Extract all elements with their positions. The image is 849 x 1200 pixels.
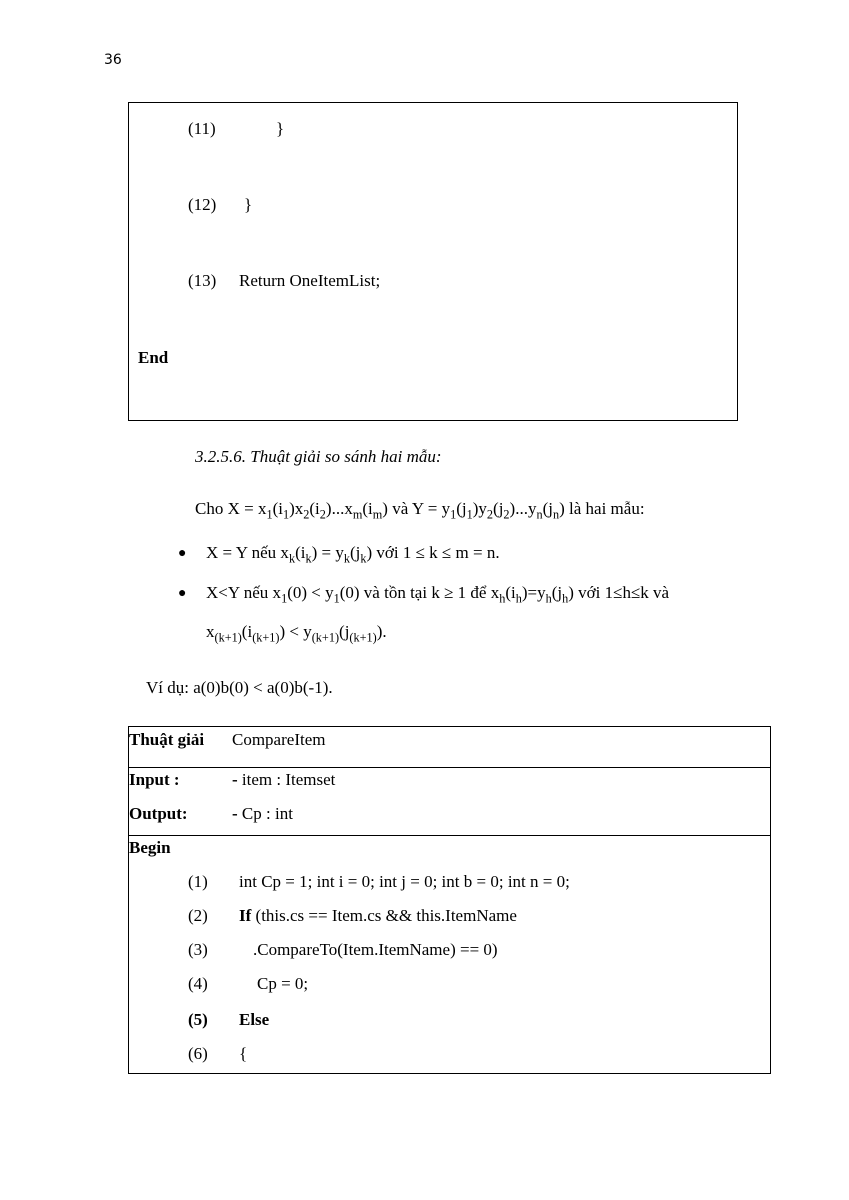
output-value: - Cp : int [232,804,293,823]
line-number: (1) [188,872,208,891]
output-label: Output: [129,804,188,823]
code-line: .CompareTo(Item.ItemName) == 0) [253,940,498,959]
code-line: { [239,1044,248,1063]
algorithm-table [128,726,771,1074]
title-label: Thuật giải [129,730,205,749]
section-heading: 3.2.5.6. Thuật giải so sánh hai mẫu: [195,447,442,466]
example-text: Ví dụ: a(0)b(0) < a(0)b(-1). [146,678,333,697]
code-box-top [128,102,738,421]
end-label: End [138,348,169,367]
line-number: (13) [188,271,217,290]
code-line: Cp = 0; [257,974,309,993]
line-number: (6) [188,1044,208,1063]
input-value: - item : Itemset [232,770,336,789]
line-number: (12) [188,195,217,214]
bullet-icon: ● [178,586,187,601]
bullet-icon: ● [178,546,187,561]
intro-paragraph: Cho $X = x_1(i_1)x_2(i_2)...x_m(i_m)$ và $Y = y_1(j_1)y_2(j_2)...y_n(j_n)$ là hai mẫu: [195,499,645,522]
bullet-item-less: X<Y nếu $x_1(0) < y_1(0)$ và tồn tại k ≥ 1 để $x_h(i_h)=y_h(j_h)$ với 1≤h≤k và [206,583,670,606]
row-divider [129,835,770,836]
code-line: } [276,119,285,138]
line-number: (5) [188,1010,208,1029]
code-line: int Cp = 1; int i = 0; int j = 0; int b = 0; int n = 0; [239,872,570,891]
row-divider [129,767,770,768]
page-number: 36 [104,52,122,68]
title-value: CompareItem [232,730,326,749]
code-line: Return OneItemList; [239,271,381,290]
line-number: (2) [188,906,208,925]
input-label: Input : [129,770,180,789]
line-number: (11) [188,119,216,138]
bullet-item-less-continued: $x_{(k+1)}(i_{(k+1)}) < y_{(k+1)}(j_{(k+1)})$. [206,622,387,645]
bullet-item-equal: X = Y nếu $x_k(i_k) = y_k(j_k)$ với 1 ≤ k ≤ m = n. [206,543,500,566]
code-line: If (this.cs == Item.cs && this.ItemName [239,906,517,925]
code-line: } [244,195,253,214]
code-line: Else [239,1010,270,1029]
begin-label: Begin [129,838,171,857]
line-number: (3) [188,940,208,959]
line-number: (4) [188,974,208,993]
